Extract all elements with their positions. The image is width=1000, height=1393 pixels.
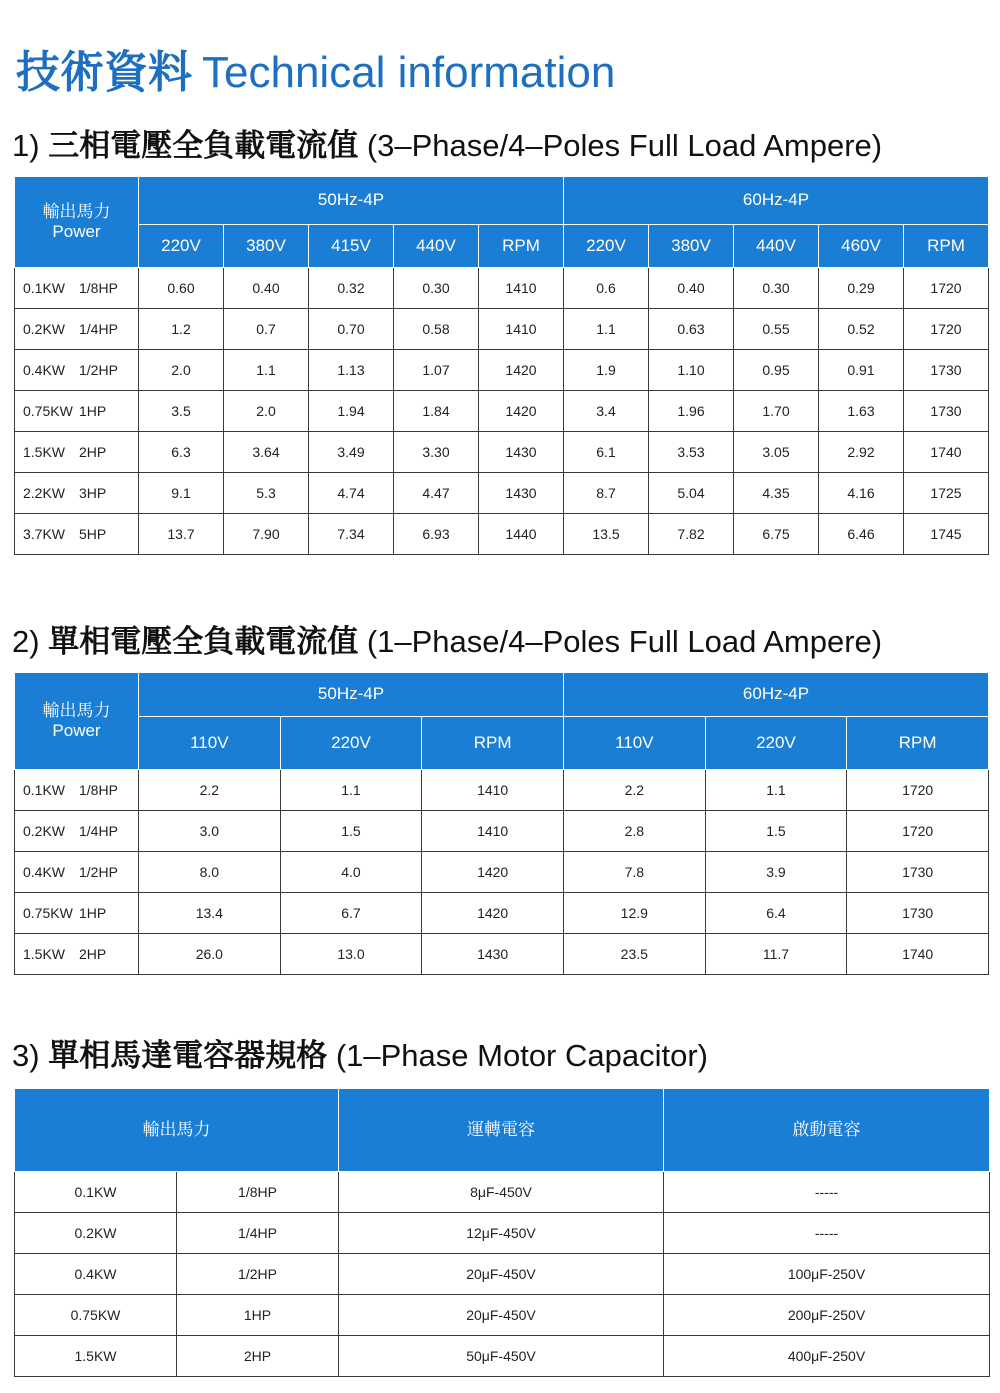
value-cell-60hz: 1.5 — [705, 811, 847, 852]
value-cell-60hz: 4.16 — [819, 473, 904, 514]
value-cell-60hz: 6.1 — [564, 432, 649, 473]
power-cell — [15, 473, 139, 514]
value-cell-50hz: 13.7 — [139, 514, 224, 555]
value-cell-50hz: 1440 — [479, 514, 564, 555]
value-cell-50hz: 1420 — [422, 852, 564, 893]
capacitor-header-power: 輸出馬力 — [15, 1089, 339, 1172]
single-phase-table — [14, 672, 989, 975]
power-cell — [15, 391, 139, 432]
value-cell-50hz: 1.1 — [224, 350, 309, 391]
value-cell-60hz: 1720 — [847, 770, 989, 811]
value-cell-60hz: 1730 — [904, 391, 989, 432]
value-cell-60hz: 0.91 — [819, 350, 904, 391]
power-kw: 0.2KW — [23, 823, 66, 839]
value-cell-50hz: 1420 — [479, 391, 564, 432]
col-header-60hz: 220V — [564, 225, 649, 268]
power-hp: 1/4HP — [79, 321, 118, 337]
value-cell-60hz: 4.35 — [734, 473, 819, 514]
power-cell — [15, 432, 139, 473]
value-cell-60hz: 7.82 — [649, 514, 734, 555]
run-capacitor-cell: 20μF-450V — [339, 1254, 664, 1295]
page-title-en: Technical information — [202, 48, 616, 97]
value-cell-50hz: 3.5 — [139, 391, 224, 432]
value-cell-50hz: 1430 — [479, 432, 564, 473]
col-header-60hz: 440V — [734, 225, 819, 268]
table-row — [15, 350, 989, 391]
col-header-50hz: 440V — [394, 225, 479, 268]
value-cell-60hz: 2.92 — [819, 432, 904, 473]
power-hp: 2HP — [79, 946, 107, 962]
capacitor-header-run: 運轉電容 — [339, 1089, 664, 1172]
section2-title-zh: 單相電壓全負載電流值 — [48, 624, 359, 659]
value-cell-60hz: 6.4 — [705, 893, 847, 934]
col-header-50hz: 220V — [139, 225, 224, 268]
value-cell-60hz: 1740 — [847, 934, 989, 975]
value-cell-50hz: 2.2 — [139, 770, 281, 811]
value-cell-60hz: 1720 — [847, 811, 989, 852]
value-cell-60hz: 1.10 — [649, 350, 734, 391]
section3-title-zh: 單相馬達電容器規格 — [48, 1038, 328, 1073]
section1-title — [12, 120, 882, 165]
value-cell-50hz: 0.60 — [139, 268, 224, 309]
value-cell-60hz: 1.1 — [705, 770, 847, 811]
value-cell-60hz: 1730 — [847, 852, 989, 893]
value-cell-50hz: 4.47 — [394, 473, 479, 514]
three-phase-table — [14, 176, 989, 555]
value-cell-50hz: 6.93 — [394, 514, 479, 555]
table-row — [15, 934, 989, 975]
start-capacitor-cell: ----- — [664, 1213, 990, 1254]
col-header-60hz: RPM — [847, 717, 989, 770]
value-cell-60hz: 3.05 — [734, 432, 819, 473]
table-row — [15, 893, 989, 934]
value-cell-60hz: 1.63 — [819, 391, 904, 432]
group-header-50hz: 50Hz-4P — [139, 673, 564, 717]
value-cell-50hz: 3.30 — [394, 432, 479, 473]
power-kw: 0.4KW — [23, 362, 66, 378]
power-hp: 1/2HP — [79, 864, 118, 880]
value-cell-60hz: 0.55 — [734, 309, 819, 350]
value-cell-60hz: 3.53 — [649, 432, 734, 473]
col-header-60hz: 220V — [705, 717, 847, 770]
value-cell-60hz: 1730 — [847, 893, 989, 934]
col-header-60hz: 380V — [649, 225, 734, 268]
value-cell-50hz: 1410 — [479, 309, 564, 350]
value-cell-50hz: 0.40 — [224, 268, 309, 309]
power-cell — [15, 893, 139, 934]
power-hp: 1HP — [177, 1295, 339, 1336]
col-header-50hz: RPM — [479, 225, 564, 268]
value-cell-50hz: 2.0 — [139, 350, 224, 391]
value-cell-50hz: 3.0 — [139, 811, 281, 852]
power-kw: 0.4KW — [15, 1254, 177, 1295]
value-cell-60hz: 3.4 — [564, 391, 649, 432]
value-cell-60hz: 2.8 — [563, 811, 705, 852]
table-row — [15, 1254, 990, 1295]
table-row — [15, 391, 989, 432]
capacitor-table — [14, 1088, 990, 1377]
power-hp: 2HP — [177, 1336, 339, 1377]
start-capacitor-cell: ----- — [664, 1172, 990, 1213]
value-cell-60hz: 1.96 — [649, 391, 734, 432]
value-cell-50hz: 9.1 — [139, 473, 224, 514]
col-header-60hz: RPM — [904, 225, 989, 268]
col-header-50hz: 220V — [280, 717, 422, 770]
value-cell-60hz: 0.30 — [734, 268, 819, 309]
value-cell-50hz: 1430 — [479, 473, 564, 514]
section3-title — [12, 1030, 708, 1075]
power-header-en: Power — [52, 721, 101, 740]
power-hp: 2HP — [79, 444, 107, 460]
run-capacitor-cell: 50μF-450V — [339, 1336, 664, 1377]
value-cell-50hz: 1410 — [479, 268, 564, 309]
power-kw: 0.2KW — [23, 321, 66, 337]
start-capacitor-cell: 100μF-250V — [664, 1254, 990, 1295]
power-cell — [15, 934, 139, 975]
section2-title-num: 2) — [12, 624, 40, 659]
power-header-en: Power — [52, 222, 101, 241]
section2-title — [12, 616, 882, 661]
col-header-50hz: 415V — [309, 225, 394, 268]
table-row — [15, 432, 989, 473]
run-capacitor-cell: 20μF-450V — [339, 1295, 664, 1336]
section3-title-en: (1–Phase Motor Capacitor) — [335, 1038, 708, 1073]
value-cell-50hz: 1.94 — [309, 391, 394, 432]
power-header-zh: 輸出馬力 — [42, 700, 111, 720]
power-hp: 1/8HP — [79, 782, 118, 798]
value-cell-60hz: 0.95 — [734, 350, 819, 391]
power-cell — [15, 811, 139, 852]
section1-title-zh: 三相電壓全負載電流值 — [48, 128, 359, 163]
power-cell — [15, 309, 139, 350]
value-cell-60hz: 0.6 — [564, 268, 649, 309]
power-hp: 5HP — [79, 526, 107, 542]
value-cell-60hz: 1720 — [904, 268, 989, 309]
value-cell-50hz: 1.2 — [139, 309, 224, 350]
power-hp: 1/2HP — [177, 1254, 339, 1295]
section1-title-en: (3–Phase/4–Poles Full Load Ampere) — [366, 128, 883, 163]
power-kw: 0.1KW — [15, 1172, 177, 1213]
value-cell-60hz: 1720 — [904, 309, 989, 350]
value-cell-50hz: 0.7 — [224, 309, 309, 350]
group-header-50hz: 50Hz-4P — [139, 177, 564, 225]
value-cell-50hz: 1.07 — [394, 350, 479, 391]
power-hp: 1/4HP — [79, 823, 118, 839]
power-cell — [15, 770, 139, 811]
table-row — [15, 514, 989, 555]
value-cell-60hz: 0.63 — [649, 309, 734, 350]
power-header-zh: 輸出馬力 — [42, 201, 111, 221]
page-title-zh: 技術資料 — [16, 48, 192, 97]
table-row — [15, 309, 989, 350]
power-kw: 2.2KW — [23, 485, 66, 501]
power-kw: 1.5KW — [23, 444, 66, 460]
power-cell — [15, 514, 139, 555]
power-hp: 1HP — [79, 905, 107, 921]
power-kw: 0.2KW — [15, 1213, 177, 1254]
value-cell-60hz: 1730 — [904, 350, 989, 391]
power-hp: 1/8HP — [177, 1172, 339, 1213]
value-cell-60hz: 1.70 — [734, 391, 819, 432]
col-header-50hz: 110V — [139, 717, 281, 770]
value-cell-60hz: 8.7 — [564, 473, 649, 514]
power-hp: 1HP — [79, 403, 107, 419]
value-cell-60hz: 13.5 — [564, 514, 649, 555]
power-hp: 1/4HP — [177, 1213, 339, 1254]
value-cell-50hz: 26.0 — [139, 934, 281, 975]
value-cell-60hz: 0.29 — [819, 268, 904, 309]
power-cell — [15, 268, 139, 309]
start-capacitor-cell: 200μF-250V — [664, 1295, 990, 1336]
table-row — [15, 1213, 990, 1254]
value-cell-50hz: 8.0 — [139, 852, 281, 893]
value-cell-50hz: 1430 — [422, 934, 564, 975]
value-cell-50hz: 1.13 — [309, 350, 394, 391]
table-row — [15, 852, 989, 893]
power-hp: 1/8HP — [79, 280, 118, 296]
value-cell-60hz: 1740 — [904, 432, 989, 473]
power-hp: 3HP — [79, 485, 107, 501]
value-cell-60hz: 6.46 — [819, 514, 904, 555]
power-kw: 0.75KW — [23, 403, 73, 419]
power-kw: 0.4KW — [23, 864, 66, 880]
value-cell-50hz: 3.64 — [224, 432, 309, 473]
value-cell-50hz: 7.34 — [309, 514, 394, 555]
col-header-50hz: RPM — [422, 717, 564, 770]
value-cell-60hz: 11.7 — [705, 934, 847, 975]
page-title — [16, 36, 615, 100]
value-cell-50hz: 6.3 — [139, 432, 224, 473]
power-cell — [15, 852, 139, 893]
run-capacitor-cell: 12μF-450V — [339, 1213, 664, 1254]
value-cell-60hz: 3.9 — [705, 852, 847, 893]
value-cell-60hz: 1725 — [904, 473, 989, 514]
value-cell-60hz: 1745 — [904, 514, 989, 555]
power-header — [15, 673, 139, 770]
table-row — [15, 1172, 990, 1213]
run-capacitor-cell: 8μF-450V — [339, 1172, 664, 1213]
power-kw: 1.5KW — [15, 1336, 177, 1377]
power-kw: 0.1KW — [23, 280, 66, 296]
power-kw: 0.75KW — [23, 905, 73, 921]
power-kw: 1.5KW — [23, 946, 66, 962]
capacitor-header-start: 啟動電容 — [664, 1089, 990, 1172]
value-cell-60hz: 5.04 — [649, 473, 734, 514]
value-cell-50hz: 1410 — [422, 770, 564, 811]
value-cell-60hz: 7.8 — [563, 852, 705, 893]
section3-title-num: 3) — [12, 1038, 40, 1073]
section2-title-en: (1–Phase/4–Poles Full Load Ampere) — [366, 624, 883, 659]
value-cell-60hz: 6.75 — [734, 514, 819, 555]
section1-title-num: 1) — [12, 128, 40, 163]
value-cell-50hz: 6.7 — [280, 893, 422, 934]
table-row — [15, 473, 989, 514]
table-row — [15, 770, 989, 811]
power-kw: 0.1KW — [23, 782, 66, 798]
col-header-60hz: 460V — [819, 225, 904, 268]
value-cell-60hz: 2.2 — [563, 770, 705, 811]
value-cell-50hz: 5.3 — [224, 473, 309, 514]
group-header-60hz: 60Hz-4P — [563, 673, 988, 717]
table-row — [15, 1336, 990, 1377]
value-cell-50hz: 0.58 — [394, 309, 479, 350]
value-cell-50hz: 0.32 — [309, 268, 394, 309]
table-row — [15, 1295, 990, 1336]
value-cell-50hz: 0.70 — [309, 309, 394, 350]
value-cell-50hz: 1410 — [422, 811, 564, 852]
value-cell-60hz: 0.52 — [819, 309, 904, 350]
value-cell-60hz: 23.5 — [563, 934, 705, 975]
value-cell-50hz: 2.0 — [224, 391, 309, 432]
table-row — [15, 811, 989, 852]
power-hp: 1/2HP — [79, 362, 118, 378]
value-cell-50hz: 13.4 — [139, 893, 281, 934]
value-cell-50hz: 1.5 — [280, 811, 422, 852]
table-row — [15, 268, 989, 309]
value-cell-60hz: 12.9 — [563, 893, 705, 934]
power-kw: 0.75KW — [15, 1295, 177, 1336]
group-header-60hz: 60Hz-4P — [564, 177, 989, 225]
value-cell-50hz: 4.74 — [309, 473, 394, 514]
value-cell-50hz: 7.90 — [224, 514, 309, 555]
value-cell-60hz: 1.1 — [564, 309, 649, 350]
value-cell-50hz: 1.1 — [280, 770, 422, 811]
value-cell-50hz: 3.49 — [309, 432, 394, 473]
power-kw: 3.7KW — [23, 526, 66, 542]
value-cell-50hz: 4.0 — [280, 852, 422, 893]
value-cell-50hz: 1420 — [422, 893, 564, 934]
value-cell-50hz: 0.30 — [394, 268, 479, 309]
value-cell-50hz: 1.84 — [394, 391, 479, 432]
value-cell-50hz: 13.0 — [280, 934, 422, 975]
col-header-60hz: 110V — [563, 717, 705, 770]
value-cell-50hz: 1420 — [479, 350, 564, 391]
value-cell-60hz: 0.40 — [649, 268, 734, 309]
col-header-50hz: 380V — [224, 225, 309, 268]
value-cell-60hz: 1.9 — [564, 350, 649, 391]
power-cell — [15, 350, 139, 391]
start-capacitor-cell: 400μF-250V — [664, 1336, 990, 1377]
power-header — [15, 177, 139, 268]
